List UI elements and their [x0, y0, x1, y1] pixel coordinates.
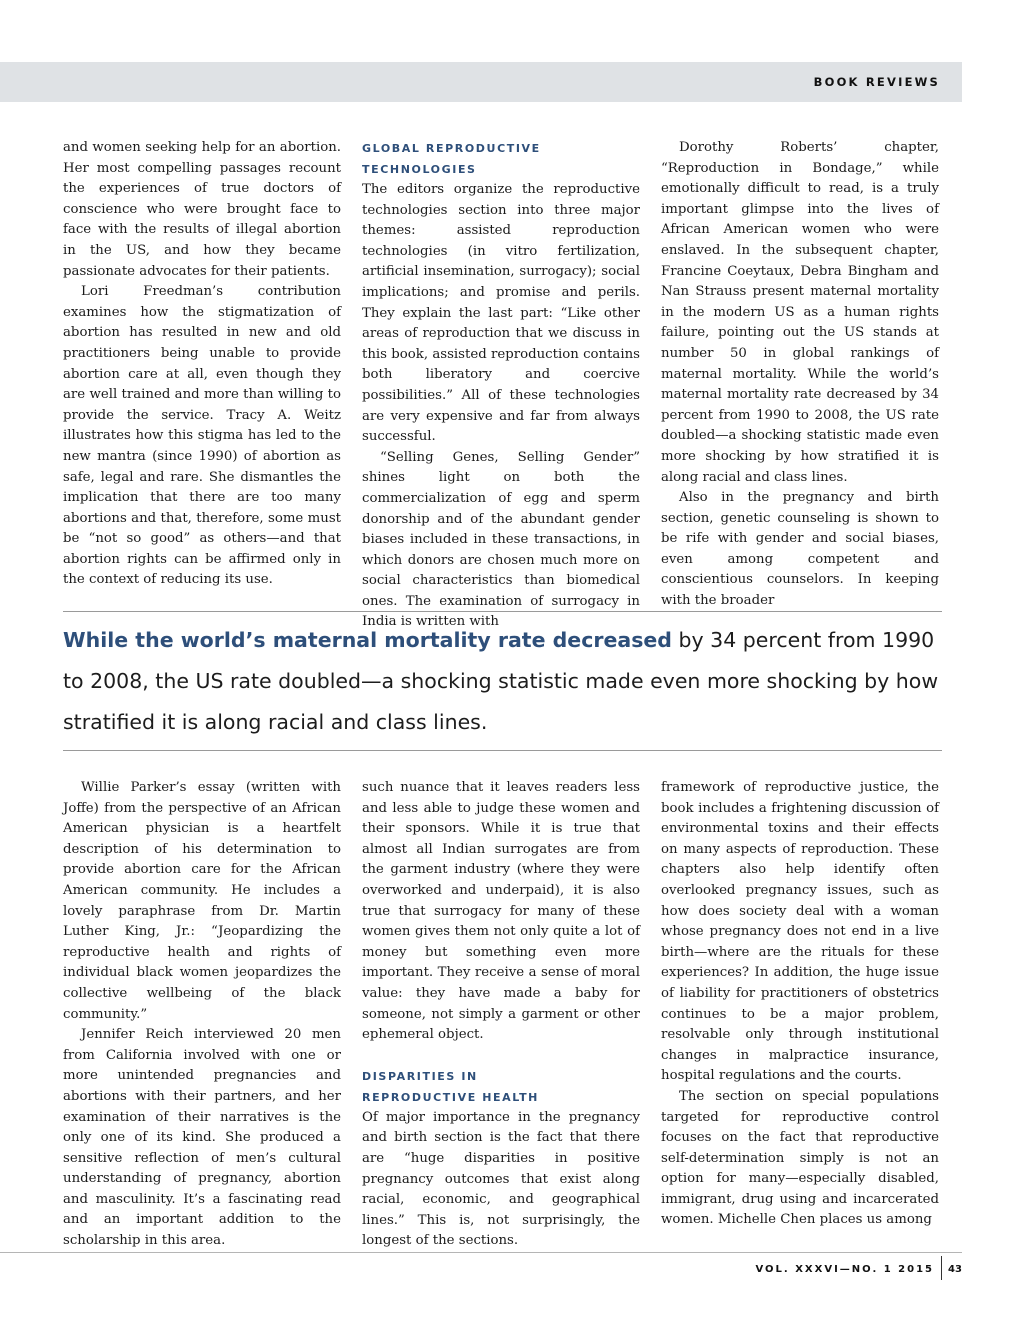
paragraph: Of major importance in the pregnancy and birth section is the fact that there are “huge disparities in positive pregnancy outcomes that exist along racial, economic, and geographical lines.” This is, not surprisingly, the longest of the sections.: [362, 1109, 640, 1249]
paragraph: Dorothy Roberts’ chapter, “Reproduction in Bondage,” while emotionally difficult to read, is a truly important glimpse into the lives of African American women who were enslaved. In the subsequent chapter, Francine Coeytaux, Debra Bingham and Nan Strauss present maternal mortality in the modern US as a human rights failure, pointing out the US stands at number 50 in global rankings of maternal mortality. While the world’s maternal mortality rate decreased by 34 percent from 1990 to 2008, the US rate doubled—a shocking statistic made even more shocking by how stratified it is along racial and class lines.: [661, 140, 939, 485]
header-band: [0, 62, 962, 102]
section-label: BOOK REVIEWS: [813, 75, 940, 89]
paragraph: The section on special populations targeted for reproductive control focuses on the fact that reproductive self-determination simply is not an option for many—especially disabled, immigrant, drug using and incarcerated women. Michelle Chen places us among: [661, 1088, 939, 1228]
paragraph: such nuance that it leaves readers less and less able to judge these women and their sponsors. While it is true that almost all Indian surrogates are from the garment industry (where they were overworked and underpaid), it is also true that surrogacy for many of these women gives them not only quite a lot of money but something even more important. They receive a sense of moral value: they have made a baby for someone, not simply a garment or other ephemeral object.: [362, 780, 640, 1043]
paragraph: “Selling Genes, Selling Gender” shines light on both the commercialization of egg and sperm donorship and of the abundant gender biases included in these transactions, in which donors are chosen much more on social characteristics than biomedical ones. The examination of surrogacy in India is written with: [362, 449, 640, 630]
bottom-column-2: [362, 778, 640, 1252]
top-column-1: [63, 138, 341, 591]
bottom-column-3: [661, 778, 939, 1231]
bottom-column-1: [63, 778, 341, 1252]
paragraph: Willie Parker’s essay (written with Joffe) from the perspective of an African American physician is a heartfelt description of his determination to provide abortion care for the African American community. He includes a lovely paraphrase from Dr. Martin Luther King, Jr.: “Jeopardizing the reproductive health and rights of individual black women jeopardizes the collective wellbeing of the black community.”: [63, 780, 341, 1022]
footer-divider: [941, 1256, 942, 1280]
subhead-line: REPRODUCTIVE HEALTH: [362, 1090, 539, 1104]
pull-quote: [63, 620, 943, 743]
pull-quote-text: by 34 percent from 1990 to 2008, the US rate doubled—a shocking statistic made even more shocking by how stratified it is along racial and class lines.: [63, 628, 939, 734]
subhead-disparities-in-reproductive-health: [362, 1066, 640, 1108]
subhead-line: GLOBAL REPRODUCTIVE: [362, 142, 541, 155]
top-column-2: [362, 138, 640, 633]
paragraph: framework of reproductive justice, the book includes a frightening discussion of environmental toxins and their effects on many aspects of reproduction. These chapters also help identify often overlooked pregnancy issues, such as how does society deal with a woman whose pregnancy does not end in a live birth—where are the rituals for these experiences? In addition, the huge issue of liability for practitioners of obstetrics continues to be a major problem, resolvable only through institutional changes in malpractice insurance, hospital regulations and the courts.: [661, 780, 939, 1084]
spacer: [362, 1046, 640, 1066]
subhead-global-reproductive-technologies: [362, 138, 640, 180]
paragraph: Lori Freedman’s contribution examines how the stigmatization of abortion has resulted in new and old practitioners being unable to provide abortion care at all, even though they are well trained and more than willing to provide the service. Tracy A. Weitz illustrates how this stigma has led to the new mantra (since 1990) of abortion as safe, legal and rare. She dismantles the implication that there are too many abortions and that, therefore, some must be “not so good” as others—and that abortion rights can be affirmed only in the context of reducing its use.: [63, 284, 341, 588]
volume-issue: VOL. XXXVI—NO. 1 2015: [755, 1264, 934, 1275]
footer-rule: [0, 1252, 962, 1253]
pull-quote-lead: While the world’s maternal mortality rate decreased: [63, 628, 672, 652]
paragraph: The editors organize the reproductive technologies section into three major themes: assisted reproduction technologies (in vitro fertilization, artificial insemination, surrogacy); social implications; and promise and perils. They explain the last part: “Like other areas of reproduction that we discuss in this book, assisted reproduction contains both liberatory and coercive possibilities.” All of these technologies are very expensive and far from always successful.: [362, 182, 640, 445]
top-column-3: [661, 138, 939, 612]
paragraph: and women seeking help for an abortion. Her most compelling passages recount the experiences of true doctors of conscience who were brought face to face with the results of illegal abortion in the US, and how they became passionate advocates for their patients.: [63, 140, 341, 279]
paragraph: Also in the pregnancy and birth section, genetic counseling is shown to be rife with gender and social biases, even among competent and conscientious counselors. In keeping with the broader: [661, 490, 939, 609]
divider-rule: [63, 750, 942, 751]
divider-rule: [63, 611, 942, 612]
subhead-line: DISPARITIES IN: [362, 1069, 478, 1083]
paragraph: Jennifer Reich interviewed 20 men from California involved with one or more unintended pregnancies and abortions with their partners, and her examination of their narratives is the only one of its kind. She produced a sensitive reflection of men’s cultural understanding of pregnancy, abortion and masculinity. It’s a fascinating read and an important addition to the scholarship in this area.: [63, 1027, 341, 1249]
page-number: 43: [948, 1264, 962, 1275]
subhead-line: TECHNOLOGIES: [362, 163, 477, 176]
